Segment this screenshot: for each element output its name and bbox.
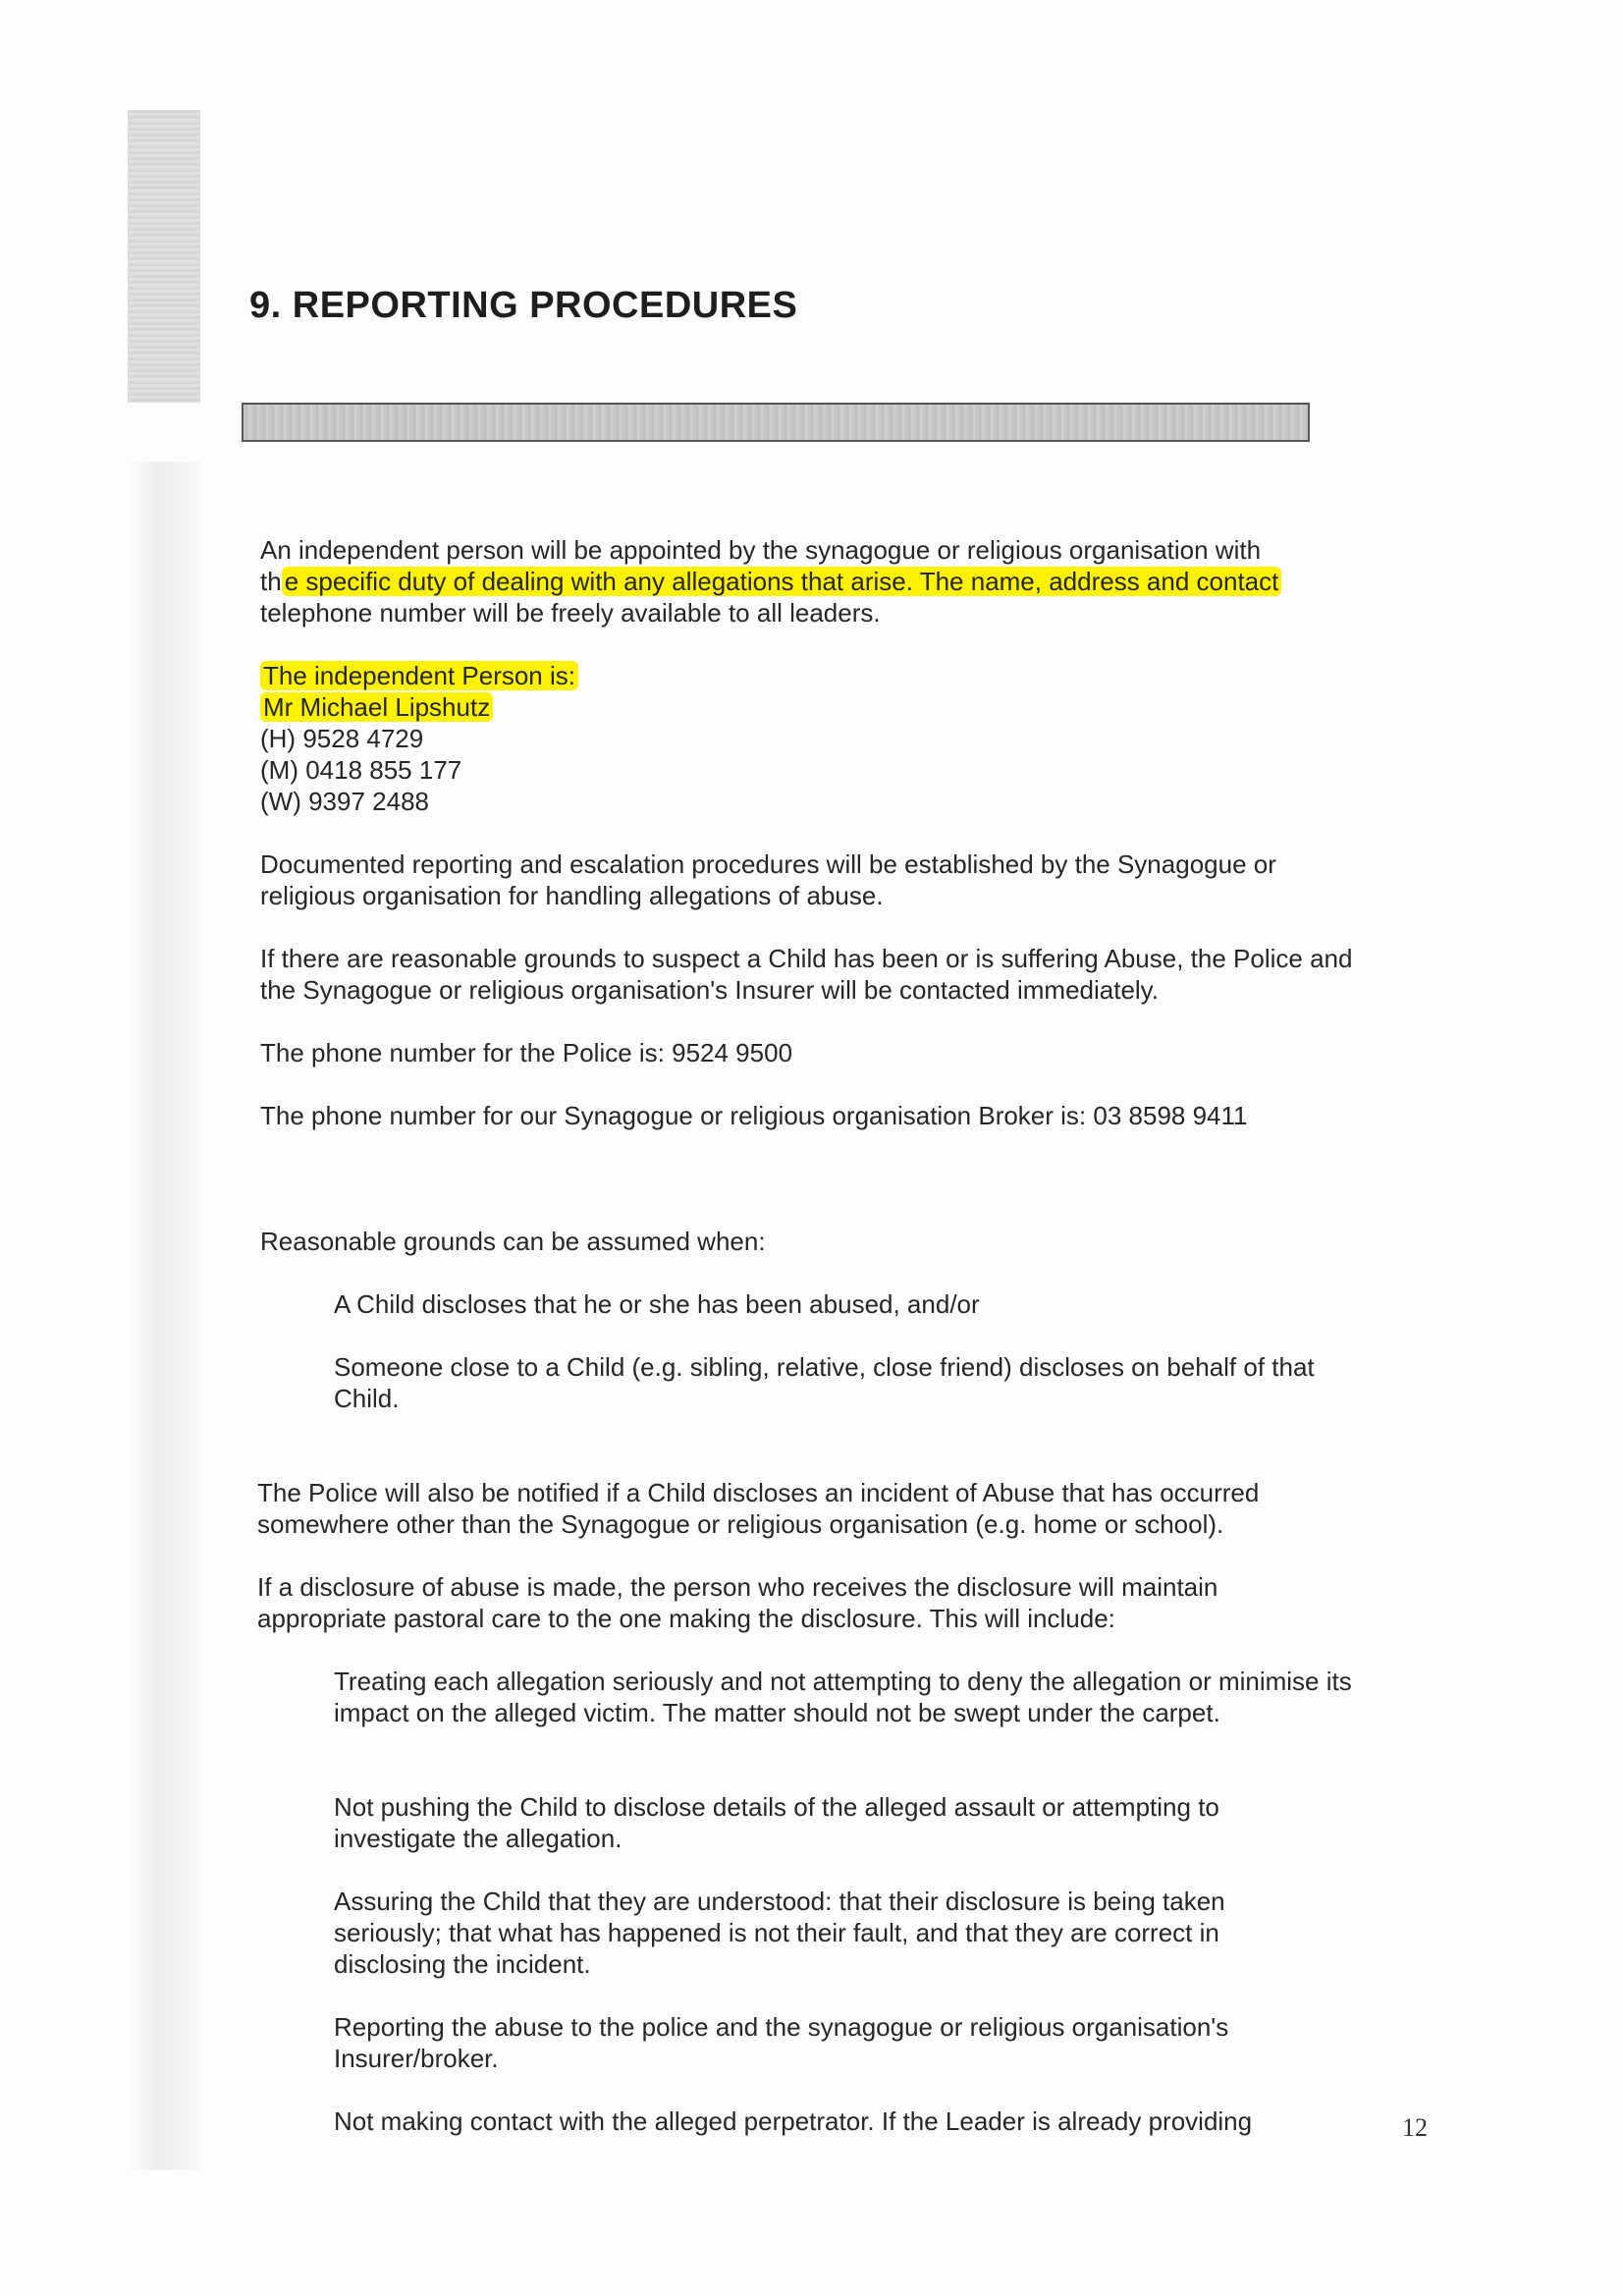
heading-divider-bar (242, 403, 1310, 442)
disclosure-intro-paragraph: If a disclosure of abuse is made, the person who receives the disclosure will maintain appropriate pastoral care to the one making the disclosure. This will include: (257, 1572, 1218, 1633)
care-item: Assuring the Child that they are understood: that their disclosure is being taken seriously; that what has happened is not their fault, and that they are correct in disclosing the incident. (334, 1886, 1225, 1979)
intro-line: An independent person will be appointed by the synagogue or religious organisation with (260, 535, 1262, 565)
intro-line (260, 566, 1380, 597)
grounds-item: A Child discloses that he or she has been abused, and/or (334, 1289, 980, 1319)
independent-person-label: The independent Person is: (260, 661, 578, 690)
care-item: Not making contact with the alleged perpetrator. If the Leader is already providing (334, 2106, 1253, 2136)
highlighted-text: e specific duty of dealing with any allegations that arise. The name, address and contact (282, 567, 1282, 596)
independent-person-name: Mr Michael Lipshutz (260, 692, 493, 722)
intro-paragraph (260, 534, 1380, 629)
broker-phone-paragraph: The phone number for our Synagogue or religious organisation Broker is: 03 8598 9411 (260, 1101, 1248, 1130)
documented-procedures-paragraph: Documented reporting and escalation procedures will be established by the Synagogue or religious organisation for handling allegations of abuse. (260, 849, 1276, 910)
grounds-intro-paragraph: Reasonable grounds can be assumed when: (260, 1227, 766, 1256)
phone-work: (W) 9397 2488 (260, 787, 429, 816)
page-number: 12 (1402, 2113, 1428, 2142)
phone-mobile: (M) 0418 855 177 (260, 755, 462, 785)
scan-artifact-margin (128, 462, 200, 2170)
grounds-item: Someone close to a Child (e.g. sibling, relative, close friend) discloses on behalf of that Child. (334, 1352, 1315, 1413)
phone-home: (H) 9528 4729 (260, 724, 424, 753)
reasonable-grounds-paragraph: If there are reasonable grounds to suspect a Child has been or is suffering Abuse, the Police and the Synagogue or religious organisation's Insurer will be contacted immediately. (260, 944, 1353, 1005)
section-heading: 9. REPORTING PROCEDURES (249, 285, 798, 326)
intro-line-start: th (260, 567, 282, 596)
care-item: Not pushing the Child to disclose details of the alleged assault or attempting to investigate the allegation. (334, 1792, 1219, 1853)
intro-line: telephone number will be freely available to all leaders. (260, 598, 881, 628)
care-item: Reporting the abuse to the police and the synagogue or religious organisation's Insurer/broker. (334, 2012, 1229, 2073)
independent-person-block (260, 660, 1380, 817)
police-notified-paragraph: The Police will also be notified if a Child discloses an incident of Abuse that has occurred somewhere other than the Synagogue or religious organisation (e.g. home or school). (257, 1478, 1260, 1539)
police-phone-paragraph: The phone number for the Police is: 9524 9500 (260, 1038, 793, 1067)
scan-artifact-strip (128, 110, 200, 403)
care-item: Treating each allegation seriously and not attempting to deny the allegation or minimise its impact on the alleged victim. The matter should not be swept under the carpet. (334, 1667, 1352, 1727)
